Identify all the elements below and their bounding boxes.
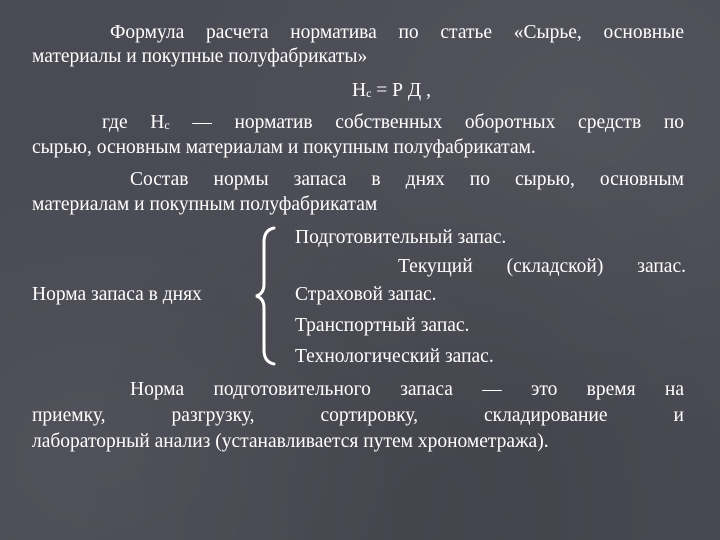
paragraph-formula-title-line2: материалы и покупные полуфабрикаты» xyxy=(32,46,368,67)
paragraph-composition-line2: материалам и покупным полуфабрикатам xyxy=(32,194,378,215)
formula-lhs: Н xyxy=(352,80,367,101)
component-item-transport: Транспортный запас. xyxy=(295,315,470,336)
paragraph-definition-line2: сырью, основным материалам и покупным полуфабрикатам. xyxy=(32,137,536,158)
component-item-safety: Страховой запас. xyxy=(295,284,437,305)
formula-lhs-subscript: с xyxy=(366,86,372,100)
formula-rhs: = Р Д , xyxy=(376,80,431,101)
paragraph-composition-line1: Состав нормы запаса в днях по сырью, основным xyxy=(130,169,684,190)
formula xyxy=(352,80,431,104)
paragraph-preparatory-line3: лабораторный анализ (устанавливается путем хронометража). xyxy=(32,431,549,452)
component-item-preparatory: Подготовительный запас. xyxy=(295,227,507,248)
paragraph-formula-title-line1: Формула расчета норматива по статье «Сырье, основные xyxy=(110,22,684,43)
definition-subscript: с xyxy=(164,118,170,132)
definition-prefix: где Н xyxy=(102,112,165,133)
paragraph-preparatory-line1: Норма подготовительного запаса — это время на xyxy=(130,379,684,400)
curly-brace-icon xyxy=(250,226,280,366)
definition-rest: — норматив собственных оборотных средств по xyxy=(169,112,684,133)
paragraph-definition-line1 xyxy=(102,112,684,136)
component-item-current: Текущий (складской) запас. xyxy=(398,256,686,277)
component-item-technological: Технологический запас. xyxy=(295,346,494,367)
paragraph-preparatory-line2: приемку, разгрузку, сортировку, складирование и xyxy=(32,405,684,426)
components-label: Норма запаса в днях xyxy=(32,284,202,305)
